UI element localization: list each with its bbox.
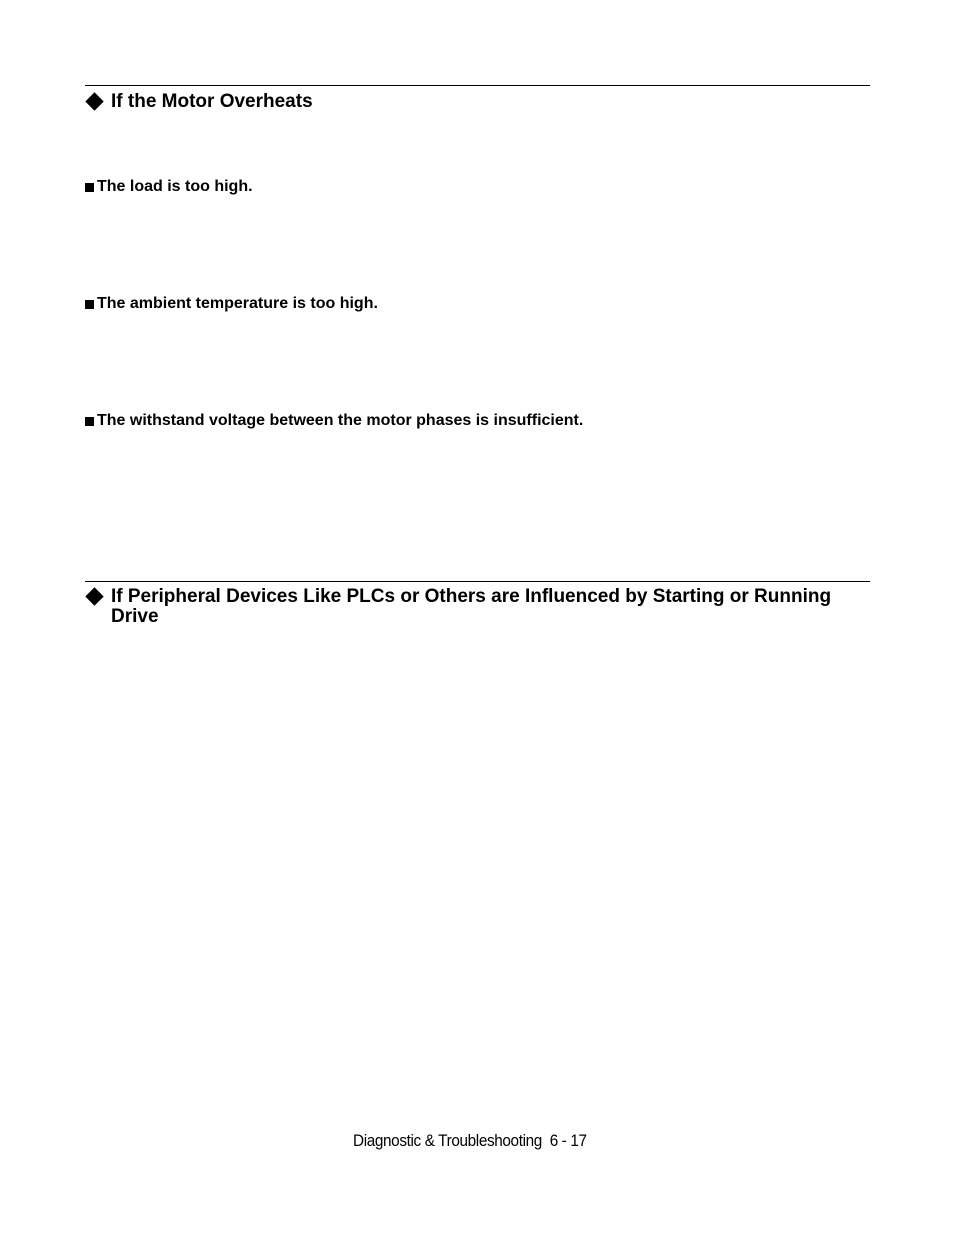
section-title: If Peripheral Devices Like PLCs or Others are Influenced by Starting or Running Drive	[111, 586, 832, 627]
section-heading-peripheral-devices	[85, 587, 845, 627]
footer-page-number: 6 - 17	[549, 1131, 587, 1150]
cause-text: The load is too high.	[97, 178, 253, 195]
cause-item	[85, 178, 253, 196]
cause-text: The withstand voltage between the motor phases is insufficient.	[97, 412, 584, 429]
section-divider	[85, 581, 870, 582]
page-footer	[353, 1131, 587, 1151]
section-title: If the Motor Overheats	[111, 91, 313, 112]
square-bullet-icon	[85, 300, 94, 309]
diamond-bullet-icon	[85, 587, 103, 605]
footer-chapter: Diagnostic & Troubleshooting	[353, 1131, 542, 1150]
cause-text: The ambient temperature is too high.	[97, 295, 378, 312]
square-bullet-icon	[85, 183, 94, 192]
square-bullet-icon	[85, 417, 94, 426]
section-divider	[85, 85, 870, 86]
cause-item	[85, 412, 583, 430]
section-heading-motor-overheats	[85, 92, 845, 112]
diamond-bullet-icon	[85, 92, 103, 110]
cause-item	[85, 295, 378, 313]
